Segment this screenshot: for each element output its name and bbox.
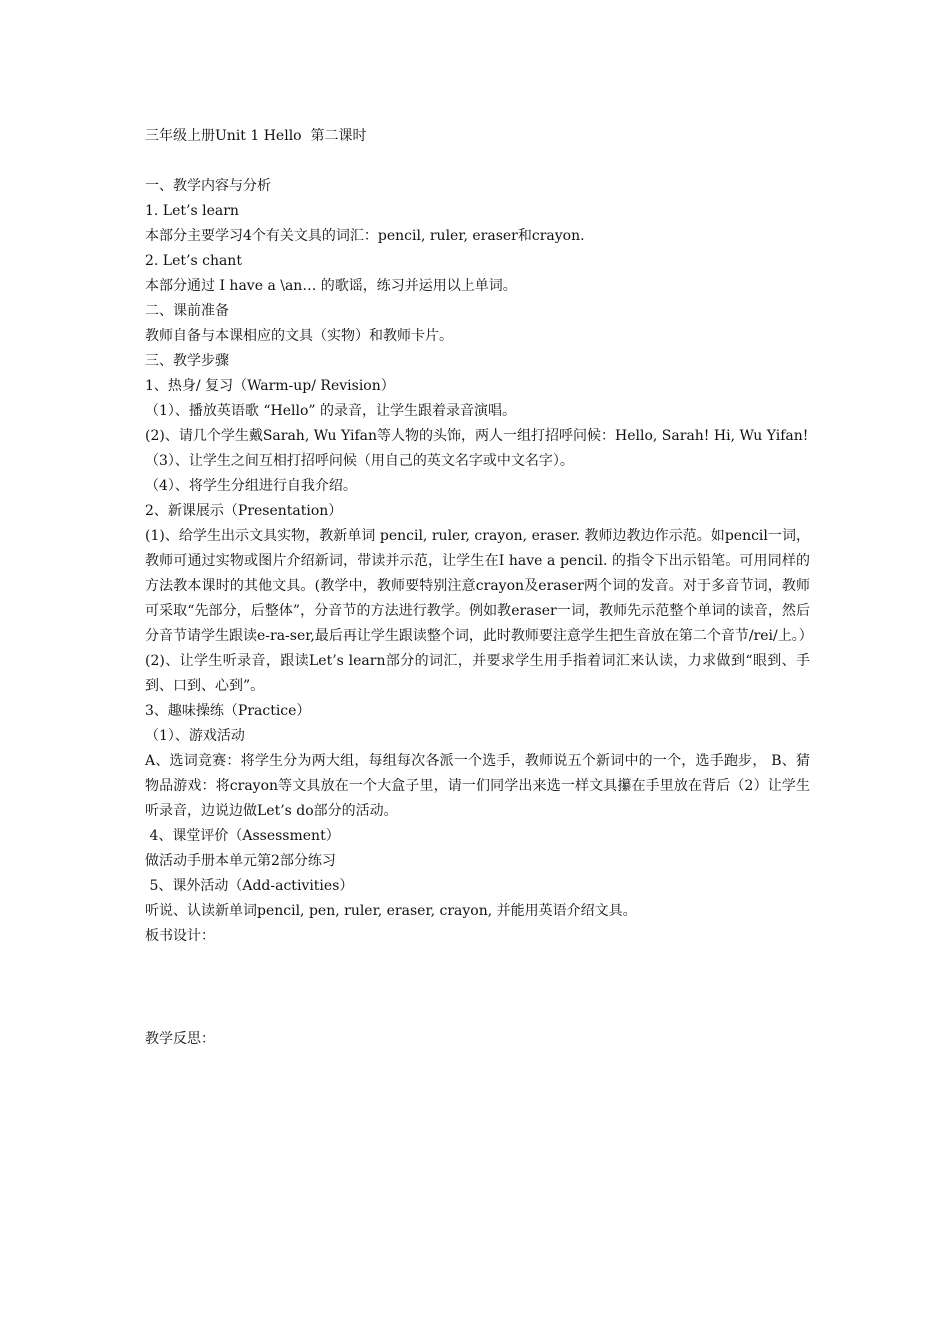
step-warmup-heading: 1、热身/ 复习（Warm-up/ Revision） [145, 378, 395, 394]
step-assessment-text: 做活动手册本单元第2部分练习 [145, 853, 336, 869]
heading-preparation: 二、课前准备 [145, 303, 229, 319]
teaching-reflection-label: 教学反思： [145, 1031, 215, 1047]
step-presentation-item-1: (1)、给学生出示文具实物，教新单词 pencil, ruler, crayon, eraser. 教师边教边作示范。如pencil一词，教师可通过实物或图片介绍新词，带读并示范，让学生在I have a pencil. 的指令下出示铅笔。可用同样的方法教本课时的其他文具。(教学中，教师要特别注意crayon及eraser两个词的发音。对于多音节词，教师可采取“先部分，后整体”，分音节的方法进行教学。例如教eraser一词，教师先示范整个单词的读音，然后分音节请学生跟读e-ra-ser,最后再让学生跟读整个词，此时教师要注意学生把生音放在第二个音节/rei/上。） [145, 528, 813, 644]
step-activities-heading: 5、课外活动（Add-activities） [145, 878, 354, 894]
subheading-lets-chant: 2. Let’s chant [145, 253, 242, 269]
paragraph-lets-chant: 本部分通过 I have a \an… 的歌谣，练习并运用以上单词。 [145, 278, 517, 294]
subheading-lets-learn: 1. Let’s learn [145, 203, 239, 219]
document-title: 三年级上册Unit 1 Hello 第二课时 [145, 128, 367, 144]
step-practice-item-1: （1）、游戏活动 [145, 728, 245, 744]
step-warmup-item-2: (2)、请几个学生戴Sarah, Wu Yifan等人物的头饰，两人一组打招呼问候：Hello, Sarah! Hi, Wu Yifan! [145, 428, 809, 444]
paragraph-preparation: 教师自备与本课相应的文具（实物）和教师卡片。 [145, 328, 453, 344]
step-assessment-heading: 4、课堂评价（Assessment） [145, 828, 340, 844]
heading-content-analysis: 一、教学内容与分析 [145, 178, 271, 194]
step-practice-heading: 3、趣味操练（Practice） [145, 703, 311, 719]
step-warmup-item-1: （1）、播放英语歌 “Hello” 的录音，让学生跟着录音演唱。 [145, 403, 516, 419]
board-design-blank-area [145, 949, 810, 1027]
step-warmup-item-4: （4）、将学生分组进行自我介绍。 [145, 478, 357, 494]
step-activities-text: 听说、认读新单词pencil, pen, ruler, eraser, crayon, 并能用英语介绍文具。 [145, 903, 637, 919]
paragraph-lets-learn: 本部分主要学习4个有关文具的词汇：pencil, ruler, eraser和crayon. [145, 228, 585, 244]
step-presentation-item-2: (2)、让学生听录音，跟读Let’s learn部分的词汇，并要求学生用手指着词汇来认读，力求做到“眼到、手到、口到、心到”。 [145, 653, 810, 694]
document-page [145, 124, 813, 1052]
board-design-label: 板书设计： [145, 928, 215, 944]
heading-teaching-steps: 三、教学步骤 [145, 353, 229, 369]
step-warmup-item-3: （3）、让学生之间互相打招呼问候（用自己的英文名字或中文名字）。 [145, 453, 574, 469]
step-presentation-heading: 2、新课展示（Presentation） [145, 503, 343, 519]
step-practice-games: A、选词竞赛：将学生分为两大组，每组每次各派一个选手，教师说五个新词中的一个，选手跑步， B、猜物品游戏：将crayon等文具放在一个大盒子里，请一们同学出来选一样文具攥在手里放在背后（2）让学生听录音，边说边做Let’s do部分的活动。 [145, 753, 810, 819]
